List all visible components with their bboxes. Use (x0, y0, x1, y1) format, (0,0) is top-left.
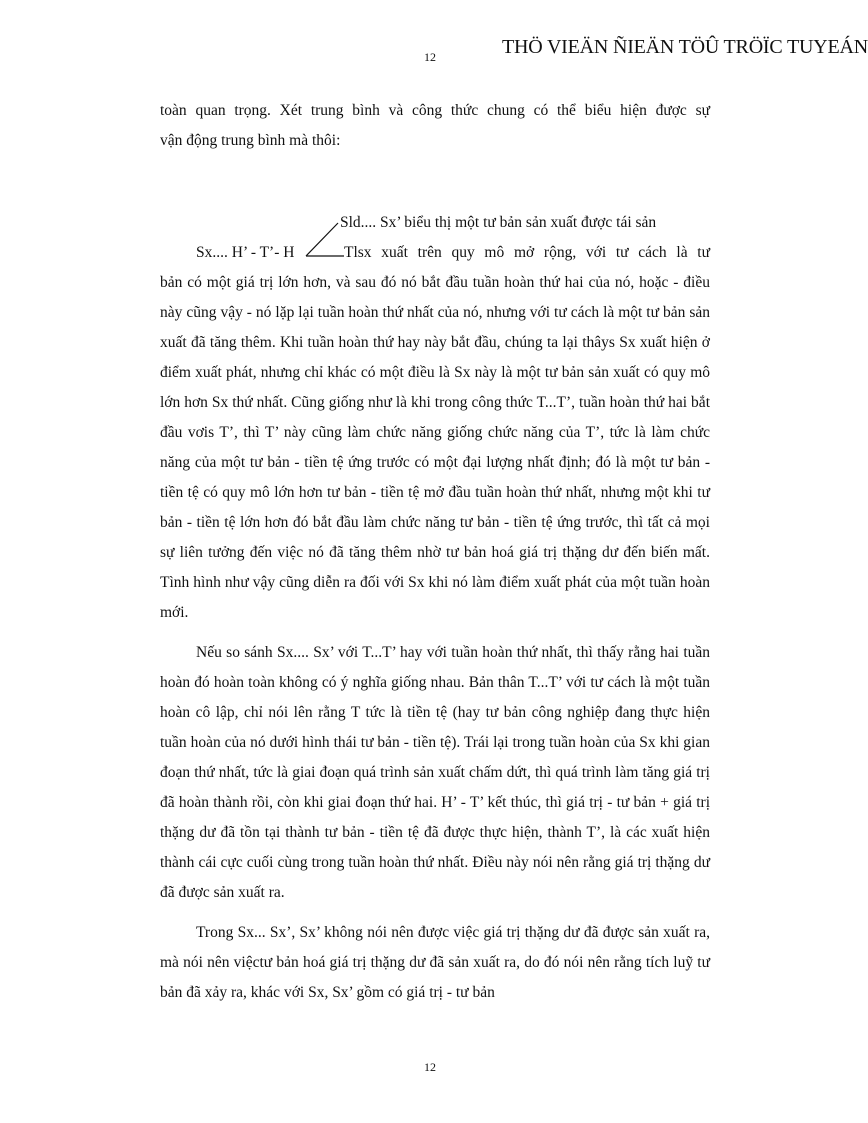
library-header-title: THÖ VIEÄN ÑIEÄN TÖÛ TRÖÏC TUYEÁN (502, 36, 868, 58)
intro-line-1: toàn quan trọng. Xét trung bình và công thức chung có thể biểu hiện được sự (160, 102, 710, 119)
branch-line-up (306, 223, 338, 256)
paragraph-1-continued: bản có một giá trị lớn hơn, và sau đó nó bắt đầu tuần hoàn thứ hai của nó, hoặc - điều này cũng vậy - nó lặp lại tuần hoàn thứ nhất của nó, nhưng với tư cách là một tư bản sản xuất đã tăng thêm. Khi tuần hoàn thứ hay này bắt đầu, chúng ta lại thâys Sx xuất hiện ở điểm xuất phát, nhưng chỉ khác có một điều là Sx này là một tư bản sản xuất có quy mô lớn hơn Sx thứ nhất. Cũng giống như là khi trong công thức T...T’, tuần hoàn thứ hai bắt đầu vơis T’, thì T’ này cũng làm chức năng giống chức năng của T’, tức là làm chức năng của một tư bản - tiền tệ ứng trước có một đại lượng nhất định; đó là một tư bản - tiền tệ có quy mô lớn hơn tư bản - tiền tệ mở đầu tuần hoàn thứ nhất, nhưng một khi tư bản - tiền tệ lớn hơn đó bắt đầu làm chức năng tư bản - tiền tệ ứng trước, thì tất cả mọi sự liên tưởng đến việc nó đã tăng thêm nhờ tư bản hoá giá trị thặng dư đến biến mất. Tình hình như vậy cũng diễn ra đối với Sx khi nó làm điểm xuất phát của một tuần hoàn mới. (160, 274, 710, 621)
document-body (160, 96, 710, 1008)
formula-branch-top-row (160, 208, 710, 238)
intro-paragraph (160, 96, 710, 156)
formula-left: Sx.... H’ - T’- H (196, 244, 295, 261)
intro-line-2: vận động trung bình mà thôi: (160, 132, 341, 149)
page-number-bottom: 12 (424, 1060, 436, 1074)
formula-branch-bottom: Tlsx xuất trên quy mô mở rộng, với tư cách là tư (344, 244, 710, 261)
paragraph-3: Trong Sx... Sx’, Sx’ không nói nên được việc giá trị thặng dư đã được sản xuất ra, mà nói nên việctư bản hoá giá trị thặng dư đã sản xuất ra, do đó nói nên rằng tích luỹ tư bản đã xảy ra, khác với Sx, Sx’ gồm có giá trị - tư bản (160, 924, 710, 1001)
formula-branch-lines (302, 218, 346, 260)
formula-branch-top: Sld.... Sx’ biểu thị một tư bản sản xuất được tái sản (340, 214, 657, 231)
page-number-top: 12 (424, 50, 436, 64)
formula-row (160, 238, 710, 268)
paragraph-2: Nếu so sánh Sx.... Sx’ với T...T’ hay với tuần hoàn thứ nhất, thì thấy rằng hai tuần hoàn đó hoàn toàn không có ý nghĩa giống nhau. Bản thân T...T’ với tư cách là một tuần hoàn cô lập, chỉ nói lên rằng T tức là tiền tệ (hay tư bản công nghiệp đang thực hiện tuần hoàn của nó dưới hình thái tư bản - tiền tệ). Trái lại trong tuần hoàn của Sx khi gian đoạn thứ nhất, tức là giai đoạn quá trình sản xuất chấm dứt, thì quá trình làm tăng giá trị đã hoàn thành rồi, còn khi giai đoạn thứ hai. H’ - T’ kết thúc, thì giá trị - tư bản + giá trị thặng dư đã tồn tại thành tư bản - tiền tệ đã được thực hiện, thành T’, là các xuất hiện thành cái cực cuối cùng trong tuần hoàn thứ nhất. Điều này nói nên rằng giá trị thặng dư đã được sản xuất ra. (160, 644, 710, 901)
